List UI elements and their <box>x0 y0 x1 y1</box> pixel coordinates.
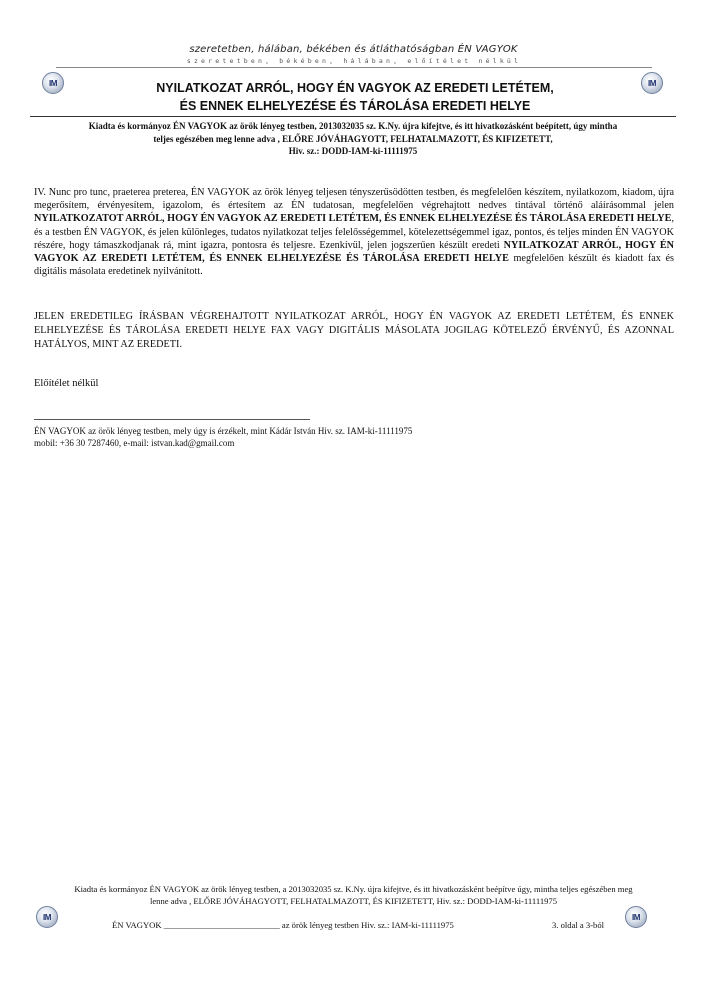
para-text-2: , és a testben ÉN VAGYOK, és jelen különleges, tudatos nyilatkozat teljes felelősségemmel, kötelezettségemmel igaz, pontos, és teljes minden ÉN VAGYOK részére, hogy támaszkodjanak rá, mint igazra, pontosra és teljesre. Ezenkívül, jelen jogszerűen készült eredeti <box>34 213 674 251</box>
issued-line1: Kiadta és kormányoz ÉN VAGYOK az örök lényeg testben, 2013032035 sz. K.Ny. újra kifejtve, és itt hivatkozásként beépített, úgy mintha <box>88 121 618 131</box>
document-title-line1: NYILATKOZAT ARRÓL, HOGY ÉN VAGYOK AZ EREDETI LETÉTEM, <box>156 81 554 95</box>
issued-block <box>28 120 678 158</box>
header-spaced-tagline: szeretetben, békében, hálában, előítélet nélkül <box>186 57 522 65</box>
footer-logo-left <box>36 906 58 928</box>
without-prejudice: Előítélet nélkül <box>34 378 99 389</box>
signature-contact: mobil: +36 30 7287460, e-mail: istvan.kad@gmail.com <box>34 438 235 448</box>
para-text-3: megfelelően készült és kiadott fax és digitális másolata eredetinek nyilvánított. <box>34 253 674 278</box>
validity-paragraph: JELEN EREDETILEG ÍRÁSBAN VÉGREHAJTOTT NYILATKOZAT ARRÓL, HOGY ÉN VAGYOK AZ EREDETI LETÉTEM, ÉS ENNEK ELHELYEZÉSE ÉS TÁROLÁSA EREDETI HELYE FAX VAGY DIGITÁLIS MÁSOLATA JOGILAG KÖTELEZŐ ÉRVÉNYŰ, ÉS AZONNAL HATÁLYOS, MINT AZ EREDETI. <box>34 311 674 350</box>
footer-issued-line1: Kiadta és kormányoz ÉN VAGYOK az örök lényeg testben, a 2013032035 sz. K.Ny. újra kifejtve, és itt hivatkozásként beépítve úgy, mintha teljes egészében meg <box>74 884 633 894</box>
header-rule <box>56 67 652 68</box>
header-logo-left <box>42 72 64 94</box>
page-number: 3. oldal a 3-ból <box>552 920 605 930</box>
header-logo-right <box>641 72 663 94</box>
header-tagline: szeretetben, hálában, békében és átláthatóságban ÉN VAGYOK <box>189 44 518 55</box>
declaration-paragraph <box>34 186 674 278</box>
title-rule <box>30 116 676 117</box>
footer-issued-line2: lenne adva , ELŐRE JÓVÁHAGYOTT, FELHATALMAZOTT, ÉS KIFIZETETT, Hiv. sz.: DODD-IAM-ki-11111975 <box>149 896 558 906</box>
footer-issued <box>40 883 667 907</box>
logo-text: IM <box>632 912 640 922</box>
issued-line2: teljes egészében meg lenne adva , ELŐRE JÓVÁHAGYOTT, FELHATALMAZOTT, ÉS KIFIZETETT, <box>153 133 553 144</box>
footer-logo-right <box>625 906 647 928</box>
logo-text: IM <box>648 78 656 88</box>
logo-text: IM <box>49 78 57 88</box>
document-title-line2: ÉS ENNEK ELHELYEZÉSE ÉS TÁROLÁSA EREDETI HELYE <box>179 99 531 113</box>
para-bold-title-1: NYILATKOZATOT ARRÓL, HOGY ÉN VAGYOK AZ EREDETI LETÉTEM, ÉS ENNEK ELHELYEZÉSE ÉS TÁROLÁSA EREDETI HELYE <box>34 213 672 225</box>
para-bold-title-2: NYILATKOZAT ARRÓL, HOGY ÉN VAGYOK AZ EREDETI LETÉTEM, ÉS ENNEK ELHELYEZÉSE ÉS TÁROLÁSA EREDETI HELYE <box>34 239 674 265</box>
signature-line <box>34 419 310 420</box>
issued-line3: Hiv. sz.: DODD-IAM-ki-11111975 <box>288 146 418 156</box>
footer-signature-text: ÉN VAGYOK ___________________________ az örök lényeg testben Hiv. sz.: IAM-ki-11111975 <box>112 920 454 930</box>
logo-text: IM <box>43 912 51 922</box>
para-text-1: IV. Nunc pro tunc, praeterea preterea, ÉN VAGYOK az örök lényeg teljesen tényszerűsödötten testben, és megfelelően készítem, nyilatkozom, kiadom, újra megerősítem, érvényesítem, igazolom, és értesítem az ÉN tudatosan, megfelelően végrehajtott nedves tintával történő aláírásommal jelen <box>34 187 674 212</box>
signature-line1: ÉN VAGYOK az örök lényeg testben, mely úgy is érzékelt, mint Kádár István Hiv. sz. IAM-ki-11111975 <box>34 426 413 436</box>
